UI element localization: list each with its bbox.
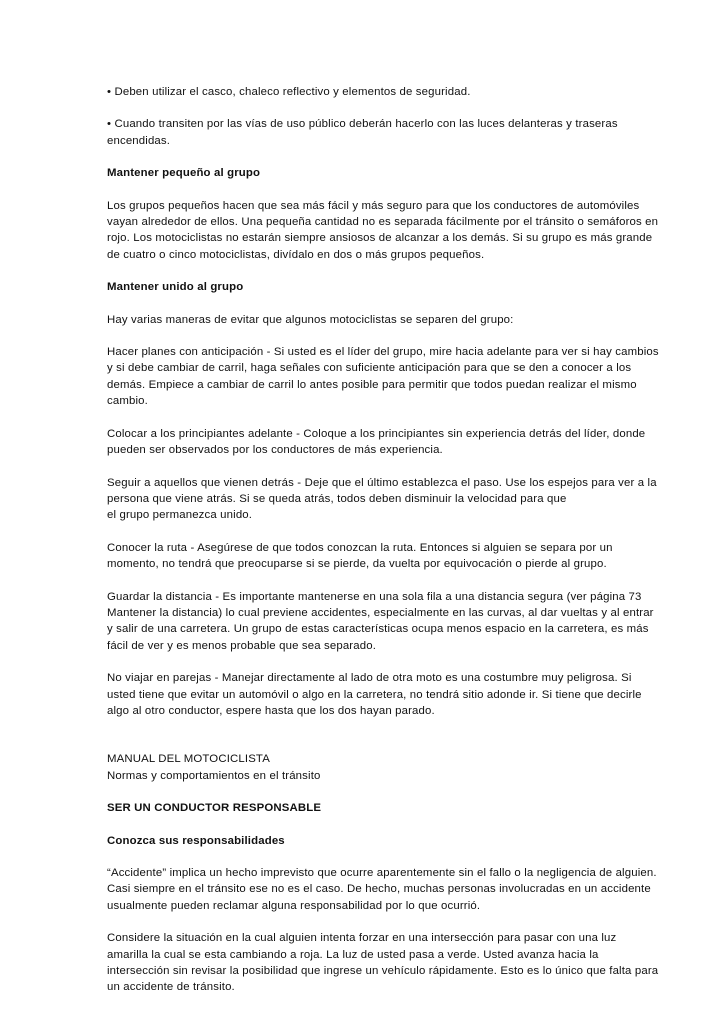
manual-title: MANUAL DEL MOTOCICLISTA: [107, 753, 270, 766]
heading-responsible-driver: SER UN CONDUCTOR RESPONSABLE: [107, 802, 322, 815]
paragraph-intersection-example: Considere la situación en la cual alguien intenta forzar en una intersección para pasar con una luz amarilla la cual se esta cambiando a roja. La luz de usted pasa a verde. Usted avanza hacia la intersección sin revisar la posibilidad que ingrese un vehículo rápidamente. Esto es lo único que falta para un accidente de tránsito.: [107, 932, 659, 994]
paragraph-beginners-front: Colocar a los principiantes adelante - Coloque a los principiantes sin experiencia detrás del líder, donde pueden ser observados por los conductores de más experiencia.: [107, 427, 646, 457]
heading-united-group: Mantener unido al grupo: [107, 281, 244, 294]
document-page: [107, 84, 659, 1012]
manual-subtitle: Normas y comportamientos en el tránsito: [107, 769, 321, 782]
bullet-lights-on: • Cuando transiten por las vías de uso público deberán hacerlo con las luces delanteras y traseras encendidas.: [107, 118, 618, 147]
subheading-responsibilities: Conozca sus responsabilidades: [107, 834, 285, 847]
paragraph-small-group: Los grupos pequeños hacen que sea más fácil y más seguro para que los conductores de automóviles vayan alrededor de ellos. Una pequeña cantidad no es separada fácilmente por el tránsito o semáforos en rojo. Los motociclistas no estarán siempre ansiosos de alcanzar a los demás. Si su grupo es más grande de cuatro o cinco motociclistas, divídalo en dos o más grupos pequeños.: [107, 199, 659, 261]
paragraph-plan-ahead: Hacer planes con anticipación - Si usted es el líder del grupo, mire hacia adelante para ver si hay cambios y si debe cambiar de carril, haga señales con suficiente anticipación para que se den a conocer a los demás. Empiece a cambiar de carril lo antes posible para permitir que todos puedan realizar el mismo cambio.: [107, 346, 659, 408]
paragraph-know-route: Conocer la ruta - Asegúrese de que todos conozcan la ruta. Entonces si alguien se separa por un momento, no tendrá que preocuparse si se pierde, da vuelta por equivocación o pierde al grupo.: [107, 541, 613, 571]
paragraph-keep-distance: Guardar la distancia - Es importante mantenerse en una sola fila a una distancia segura (ver página 73 Mantener la distancia) lo cual previene accidentes, especialmente en las curvas, al dar vueltas y al entrar y salir de una carretera. Un grupo de estas características ocupa menos espacio en la carretera, es más fácil de ver y es menos probable que sea separado.: [107, 590, 654, 652]
paragraph-accident-definition: “Accidente” implica un hecho imprevisto que ocurre aparentemente sin el fallo o la negligencia de alguien. Casi siempre en el tránsito ese no es el caso. De hecho, muchas personas involucradas en un accidente usualmente pueden reclamar alguna responsabilidad por lo que ocurrió.: [107, 867, 657, 912]
paragraph-no-pairs: No viajar en parejas - Manejar directamente al lado de otra moto es una costumbre muy peligrosa. Si usted tiene que evitar un automóvil o algo en la carretera, no tendrá sitio adonde ir. Si tiene que decirle algo al otro conductor, espere hasta que los dos hayan parado.: [107, 672, 642, 717]
heading-small-group: Mantener pequeño al grupo: [107, 167, 261, 180]
bullet-safety-gear: • Deben utilizar el casco, chaleco reflectivo y elementos de seguridad.: [107, 86, 471, 98]
paragraph-united-intro: Hay varias maneras de evitar que algunos motociclistas se separen del grupo:: [107, 313, 514, 326]
paragraph-follow-behind: Seguir a aquellos que vienen detrás - Deje que el último establezca el paso. Use los espejos para ver a la persona que viene atrás. Si se queda atrás, todos deben disminuir la velocidad para que el grupo permanezca unido.: [107, 476, 657, 522]
